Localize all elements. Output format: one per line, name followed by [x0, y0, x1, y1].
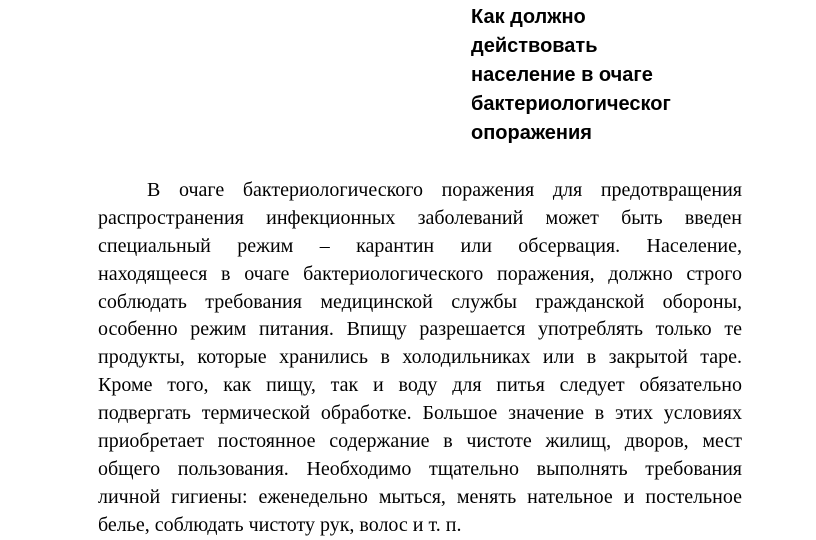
title-line: Как должно [471, 6, 586, 28]
title-line: население в очаге [471, 64, 653, 86]
paragraph-line: приобретает постоянное содержание в чистоте жилищ, дворов, мест [98, 430, 742, 453]
body-paragraph [98, 177, 742, 540]
paragraph-line: общего пользования. Необходимо тщательно выполнять требования [98, 457, 742, 480]
slide-title [471, 3, 771, 148]
paragraph-line: распространения инфекционных заболеваний может быть введен [98, 206, 742, 229]
paragraph-line: соблюдать требования медицинской службы гражданской обороны, [98, 290, 742, 313]
paragraph-line: личной гигиены: еженедельно мыться, менять нательное и постельное [98, 485, 742, 508]
paragraph-line: Кроме того, как пищу, так и воду для питья следует обязательно [98, 374, 742, 397]
paragraph-line: находящееся в очаге бактериологического поражения, должно строго [98, 262, 742, 285]
paragraph-line: В очаге бактериологического поражения для предотвращения [147, 179, 742, 201]
title-line: действовать [471, 35, 598, 57]
title-line: бактериологическог [471, 93, 671, 115]
title-line: опоражения [471, 122, 592, 144]
paragraph-line: продукты, которые хранились в холодильниках или в закрытой таре. [98, 346, 742, 369]
paragraph-line: подвергать термической обработке. Большое значение в этих условиях [98, 402, 742, 425]
paragraph-line: особенно режим питания. Впищу разрешается употреблять только те [98, 318, 742, 341]
paragraph-line: белье, соблюдать чистоту рук, волос и т. п. [98, 513, 462, 536]
paragraph-line: специальный режим – карантин или обсервация. Население, [98, 234, 742, 257]
